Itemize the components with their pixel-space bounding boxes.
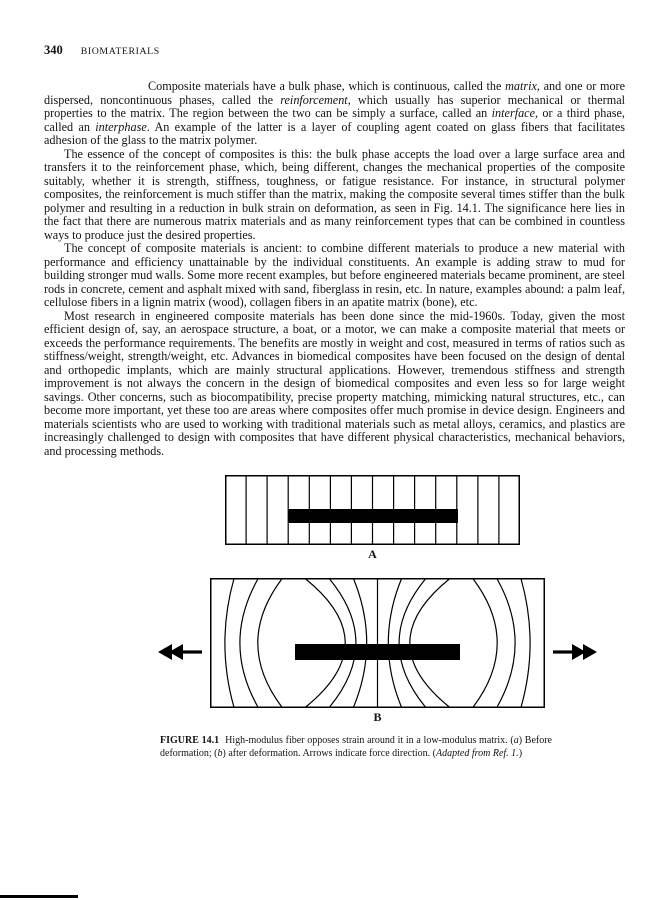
term-interface: interface	[491, 106, 535, 120]
text-run: , and one or more dispersed, noncontinuous phases, called the	[44, 79, 626, 107]
paragraph-4: Most research in engineered composite materials has been done since the mid-1960s. Today, given the most efficient design of, say, an aerospace structure, a boat, or a motor, we can make a composite material that meets or exceeds the performance requirements. The benefits are mostly in weight and cost, measured in terms of ratios such as stiffness/weight, strength/weight, etc. Advances in biomedical composites have been focused on the design of dental and orthopedic implants, which are mainly structural applications. However, tremendous stiffness and strength improvement is not always the concern in the design of biomedical composites and even less so for large weight savings. Other concerns, such as biocompatibility, precise property matching, mimicking natural structures, etc., can become more important, yet these too are areas where composites offer much promise in device design. Engineers and materials scientists who are used to working with traditional materials such as metal alloys, ceramics, and plastics are increasingly challenged to design with composites that have different physical characteristics, mechanical behaviors, and processing methods.	[44, 308, 625, 458]
text-run: , which usually has superior mechanical or thermal properties to the matrix. The region between the two can be simply a surface, called an	[44, 92, 625, 120]
text-run: Composite materials have a bulk phase, which is continuous, called the	[148, 79, 506, 93]
body-text	[44, 80, 625, 458]
scan-artifact	[0, 895, 78, 898]
running-head: BIOMATERIALS	[80, 46, 160, 57]
paragraph-3: The concept of composite materials is ancient: to combine different materials to produce a new material with performance and efficiency unattainable by the individual constituents. An example is adding straw to mud for building stronger mud walls. Some more recent examples, but before engineered materials became prominent, are steel rods in concrete, cement and asphalt mixed with sand, fiberglass in resin, etc. In nature, examples abound: a palm leaf, cellulose fibers in a lignin matrix (wood), collagen fibers in an apatite matrix (bone), etc.	[44, 241, 625, 309]
caption-source: Adapted from Ref. 1.	[436, 747, 519, 759]
paragraph-1	[44, 80, 625, 148]
caption-run: ) Before deformation; (	[160, 735, 552, 759]
text-run: , or a third phase, called an	[44, 106, 625, 134]
diagram-after-deformation	[210, 578, 545, 725]
caption-part-b: b	[217, 747, 223, 759]
figure-caption-tag: FIGURE 14.1	[160, 735, 220, 746]
matrix-grid-after	[210, 578, 545, 708]
text-run: . An example of the latter is a layer of coupling agent coated on glass fibers that facilitates adhesion of the glass to the matrix polymer.	[44, 119, 625, 147]
figure-caption	[160, 735, 552, 760]
caption-run: )	[518, 747, 523, 759]
diagram-after-deformation-row	[158, 578, 625, 725]
fiber-bar	[295, 644, 460, 660]
term-interphase: interphase	[95, 119, 147, 134]
force-arrow-right-icon	[553, 642, 597, 662]
caption-part-a: a	[513, 735, 519, 746]
figure-14-1	[44, 475, 625, 760]
caption-run: ) after deformation. Arrows indicate force direction. (	[222, 747, 437, 759]
figure-part-label-b: B	[373, 710, 382, 724]
paragraph-2: The essence of the concept of composites is this: the bulk phase accepts the load over a large surface area and transfers it to the reinforcement phase, which, being different, changes the mechanical properties of the composite suitably, whether it is strength, stiffness, toughness, or fatigue resistance. For instance, in structural polymer composites, the reinforcement is much stiffer than the matrix, making the composite several times stiffer than the bulk polymer and resulting in a reduction in bulk strain on deformation, as seen in Fig. 14.1. The significance here lies in the fact that there are numerous matrix materials and as many reinforcement types that can be combined in countless ways to produce just the desired properties.	[44, 146, 625, 242]
diagram-before-deformation	[225, 475, 520, 562]
page-number: 340	[44, 43, 63, 57]
page-header	[44, 43, 625, 58]
figure-part-label-a: A	[368, 547, 377, 561]
term-matrix: matrix	[505, 79, 537, 93]
caption-run: High-modulus fiber opposes strain around it in a low-modulus matrix. (	[225, 735, 514, 746]
term-reinforcement: reinforcement	[280, 92, 348, 107]
matrix-grid-before	[225, 475, 520, 545]
fiber-bar	[288, 509, 458, 523]
force-arrow-left-icon	[158, 642, 202, 662]
